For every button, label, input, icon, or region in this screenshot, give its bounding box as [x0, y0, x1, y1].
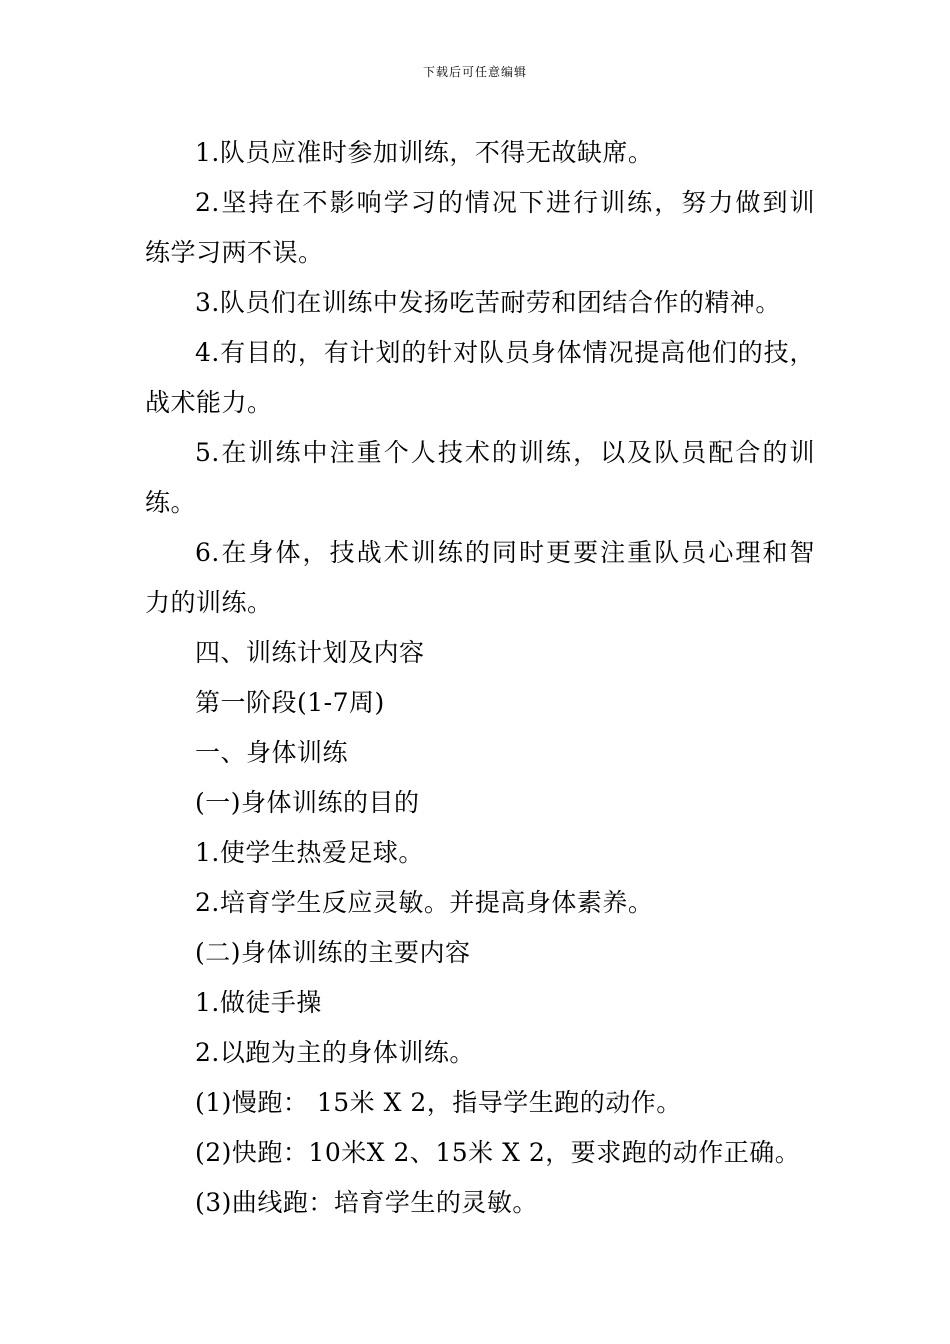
list-item: 1.做徒手操 [195, 988, 322, 1017]
subsection-heading: 一、身体训练 [195, 738, 349, 767]
list-item: (1)慢跑： 15米 X 2，指导学生跑的动作。 [195, 1088, 682, 1117]
paragraph-line: 6.在身体，技战术训练的同时更要注重队员心理和智 [195, 538, 815, 567]
paragraph-line: 3.队员们在训练中发扬吃苦耐劳和团结合作的精神。 [195, 288, 781, 317]
subsection-heading: (一)身体训练的目的 [195, 788, 420, 817]
paragraph-line: 4.有目的，有计划的针对队员身体情况提高他们的技， [195, 338, 815, 367]
list-item: 2.培育学生反应灵敏。并提高身体素养。 [195, 888, 654, 917]
paragraph-line: 5.在训练中注重个人技术的训练，以及队员配合的训 [195, 438, 815, 467]
list-item: 2.以跑为主的身体训练。 [195, 1038, 475, 1067]
document-body [145, 128, 815, 1228]
section-heading: 四、训练计划及内容 [195, 638, 425, 667]
paragraph-line: 战术能力。 [145, 388, 273, 417]
page-header: 下载后可任意编辑 [422, 65, 527, 79]
paragraph-line: 练学习两不误。 [145, 238, 324, 267]
paragraph-line: 力的训练。 [145, 588, 273, 617]
list-item: (3)曲线跑：培育学生的灵敏。 [195, 1188, 538, 1217]
paragraph-line: 练。 [145, 488, 197, 517]
paragraph-line: 2.坚持在不影响学习的情况下进行训练，努力做到训 [195, 188, 815, 217]
phase-heading: 第一阶段(1-7周) [195, 688, 385, 717]
list-item: 1.使学生热爱足球。 [195, 838, 424, 867]
paragraph-line: 1.队员应准时参加训练，不得无故缺席。 [195, 138, 654, 167]
list-item: (2)快跑：10米X 2、15米 X 2，要求跑的动作正确。 [195, 1138, 801, 1167]
subsection-heading: (二)身体训练的主要内容 [195, 938, 471, 967]
